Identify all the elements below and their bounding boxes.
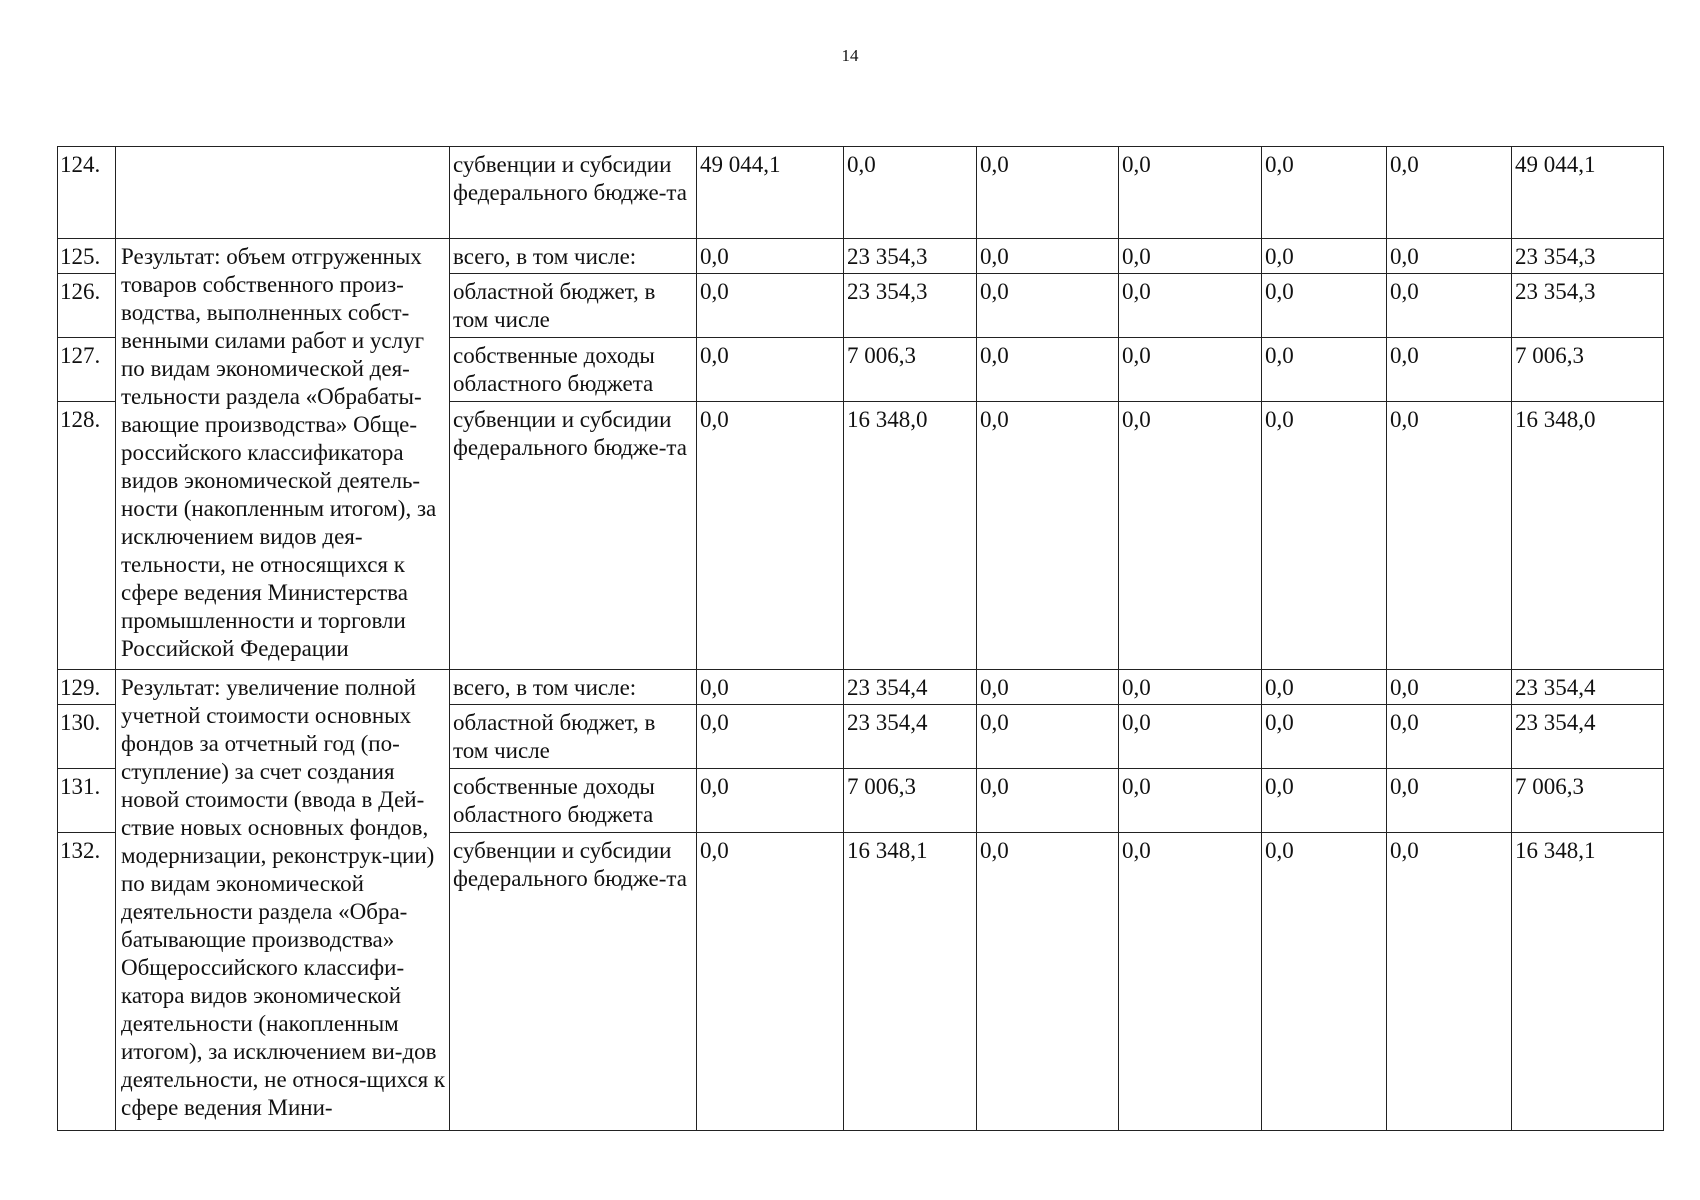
row-number: 128. bbox=[58, 402, 116, 670]
value-col-4: 0,0 bbox=[1119, 833, 1262, 1131]
table-row bbox=[58, 670, 1664, 705]
funding-source: собственные доходы областного бюджета bbox=[450, 338, 697, 402]
row-number: 129. bbox=[58, 670, 116, 705]
result-description: Результат: объем отгруженных товаров собственного произ-водства, выполненных собст-венными силами работ и услуг по видам экономической дея-тельности раздела «Обрабаты-вающие производства» Обще-российского классификатора видов экономической деятель-ности (накопленным итогом), за исключением видов дея-тельности, не относящихся к сфере ведения Министерства промышленности и торговли Российской Федерации bbox=[116, 239, 450, 670]
value-total: 23 354,4 bbox=[1512, 705, 1664, 769]
value-col-1: 0,0 bbox=[697, 833, 844, 1131]
value-col-3: 0,0 bbox=[977, 833, 1119, 1131]
value-col-5: 0,0 bbox=[1262, 769, 1387, 833]
value-col-5: 0,0 bbox=[1262, 239, 1387, 274]
value-col-1: 0,0 bbox=[697, 769, 844, 833]
value-col-5: 0,0 bbox=[1262, 670, 1387, 705]
value-col-6: 0,0 bbox=[1387, 833, 1512, 1131]
value-col-3: 0,0 bbox=[977, 705, 1119, 769]
value-col-4: 0,0 bbox=[1119, 670, 1262, 705]
row-number: 132. bbox=[58, 833, 116, 1131]
row-number: 127. bbox=[58, 338, 116, 402]
value-col-3: 0,0 bbox=[977, 402, 1119, 670]
value-col-6: 0,0 bbox=[1387, 274, 1512, 338]
funding-source: всего, в том числе: bbox=[450, 670, 697, 705]
value-total: 16 348,1 bbox=[1512, 833, 1664, 1131]
value-col-4: 0,0 bbox=[1119, 274, 1262, 338]
value-col-1: 0,0 bbox=[697, 705, 844, 769]
value-col-3: 0,0 bbox=[977, 338, 1119, 402]
table-row bbox=[58, 239, 1664, 274]
table-row bbox=[58, 147, 1664, 239]
funding-source: всего, в том числе: bbox=[450, 239, 697, 274]
value-col-5: 0,0 bbox=[1262, 402, 1387, 670]
value-col-4: 0,0 bbox=[1119, 705, 1262, 769]
value-col-6: 0,0 bbox=[1387, 769, 1512, 833]
value-col-6: 0,0 bbox=[1387, 147, 1512, 239]
value-col-5: 0,0 bbox=[1262, 274, 1387, 338]
funding-source: собственные доходы областного бюджета bbox=[450, 769, 697, 833]
row-number: 126. bbox=[58, 274, 116, 338]
row-number: 125. bbox=[58, 239, 116, 274]
value-col-6: 0,0 bbox=[1387, 670, 1512, 705]
value-col-4: 0,0 bbox=[1119, 147, 1262, 239]
funding-source: субвенции и субсидии федерального бюдже-та bbox=[450, 147, 697, 239]
funding-source: субвенции и субсидии федерального бюдже-та bbox=[450, 402, 697, 670]
value-col-1: 49 044,1 bbox=[697, 147, 844, 239]
value-col-6: 0,0 bbox=[1387, 402, 1512, 670]
value-col-2: 23 354,3 bbox=[844, 274, 977, 338]
value-total: 49 044,1 bbox=[1512, 147, 1664, 239]
value-total: 16 348,0 bbox=[1512, 402, 1664, 670]
page-number: 14 bbox=[841, 46, 859, 65]
budget-table bbox=[57, 146, 1664, 1131]
value-col-4: 0,0 bbox=[1119, 402, 1262, 670]
row-number: 130. bbox=[58, 705, 116, 769]
value-col-5: 0,0 bbox=[1262, 705, 1387, 769]
value-total: 23 354,3 bbox=[1512, 239, 1664, 274]
value-col-1: 0,0 bbox=[697, 338, 844, 402]
value-col-3: 0,0 bbox=[977, 274, 1119, 338]
value-col-1: 0,0 bbox=[697, 274, 844, 338]
value-col-2: 23 354,3 bbox=[844, 239, 977, 274]
value-col-2: 7 006,3 bbox=[844, 769, 977, 833]
value-col-3: 0,0 bbox=[977, 769, 1119, 833]
funding-source: областной бюджет, в том числе bbox=[450, 274, 697, 338]
result-description: Результат: увеличение полной учетной стоимости основных фондов за отчетный год (по-ступление) за счет создания новой стоимости (ввода в Дей-ствие новых основных фондов, модернизации, реконструк-ции) по видам экономической деятельности раздела «Обра-батывающие производства» Общероссийского классифи-катора видов экономической деятельности (накопленным итогом), за исключением ви-дов деятельности, не относя-щихся к сфере ведения Мини- bbox=[116, 670, 450, 1131]
value-col-3: 0,0 bbox=[977, 147, 1119, 239]
value-col-5: 0,0 bbox=[1262, 338, 1387, 402]
funding-source: областной бюджет, в том числе bbox=[450, 705, 697, 769]
value-col-2: 16 348,0 bbox=[844, 402, 977, 670]
value-col-5: 0,0 bbox=[1262, 833, 1387, 1131]
value-col-6: 0,0 bbox=[1387, 338, 1512, 402]
value-col-3: 0,0 bbox=[977, 670, 1119, 705]
value-col-2: 0,0 bbox=[844, 147, 977, 239]
value-col-4: 0,0 bbox=[1119, 769, 1262, 833]
value-col-1: 0,0 bbox=[697, 402, 844, 670]
value-col-4: 0,0 bbox=[1119, 239, 1262, 274]
funding-source: субвенции и субсидии федерального бюдже-та bbox=[450, 833, 697, 1131]
value-col-4: 0,0 bbox=[1119, 338, 1262, 402]
value-col-2: 23 354,4 bbox=[844, 670, 977, 705]
value-total: 23 354,4 bbox=[1512, 670, 1664, 705]
value-total: 23 354,3 bbox=[1512, 274, 1664, 338]
value-col-6: 0,0 bbox=[1387, 705, 1512, 769]
value-col-5: 0,0 bbox=[1262, 147, 1387, 239]
value-col-2: 23 354,4 bbox=[844, 705, 977, 769]
result-description-empty bbox=[116, 147, 450, 239]
value-total: 7 006,3 bbox=[1512, 338, 1664, 402]
value-col-2: 7 006,3 bbox=[844, 338, 977, 402]
budget-table-body bbox=[58, 147, 1664, 1131]
value-col-1: 0,0 bbox=[697, 670, 844, 705]
value-col-6: 0,0 bbox=[1387, 239, 1512, 274]
row-number: 131. bbox=[58, 769, 116, 833]
value-total: 7 006,3 bbox=[1512, 769, 1664, 833]
value-col-3: 0,0 bbox=[977, 239, 1119, 274]
value-col-2: 16 348,1 bbox=[844, 833, 977, 1131]
value-col-1: 0,0 bbox=[697, 239, 844, 274]
row-number: 124. bbox=[58, 147, 116, 239]
